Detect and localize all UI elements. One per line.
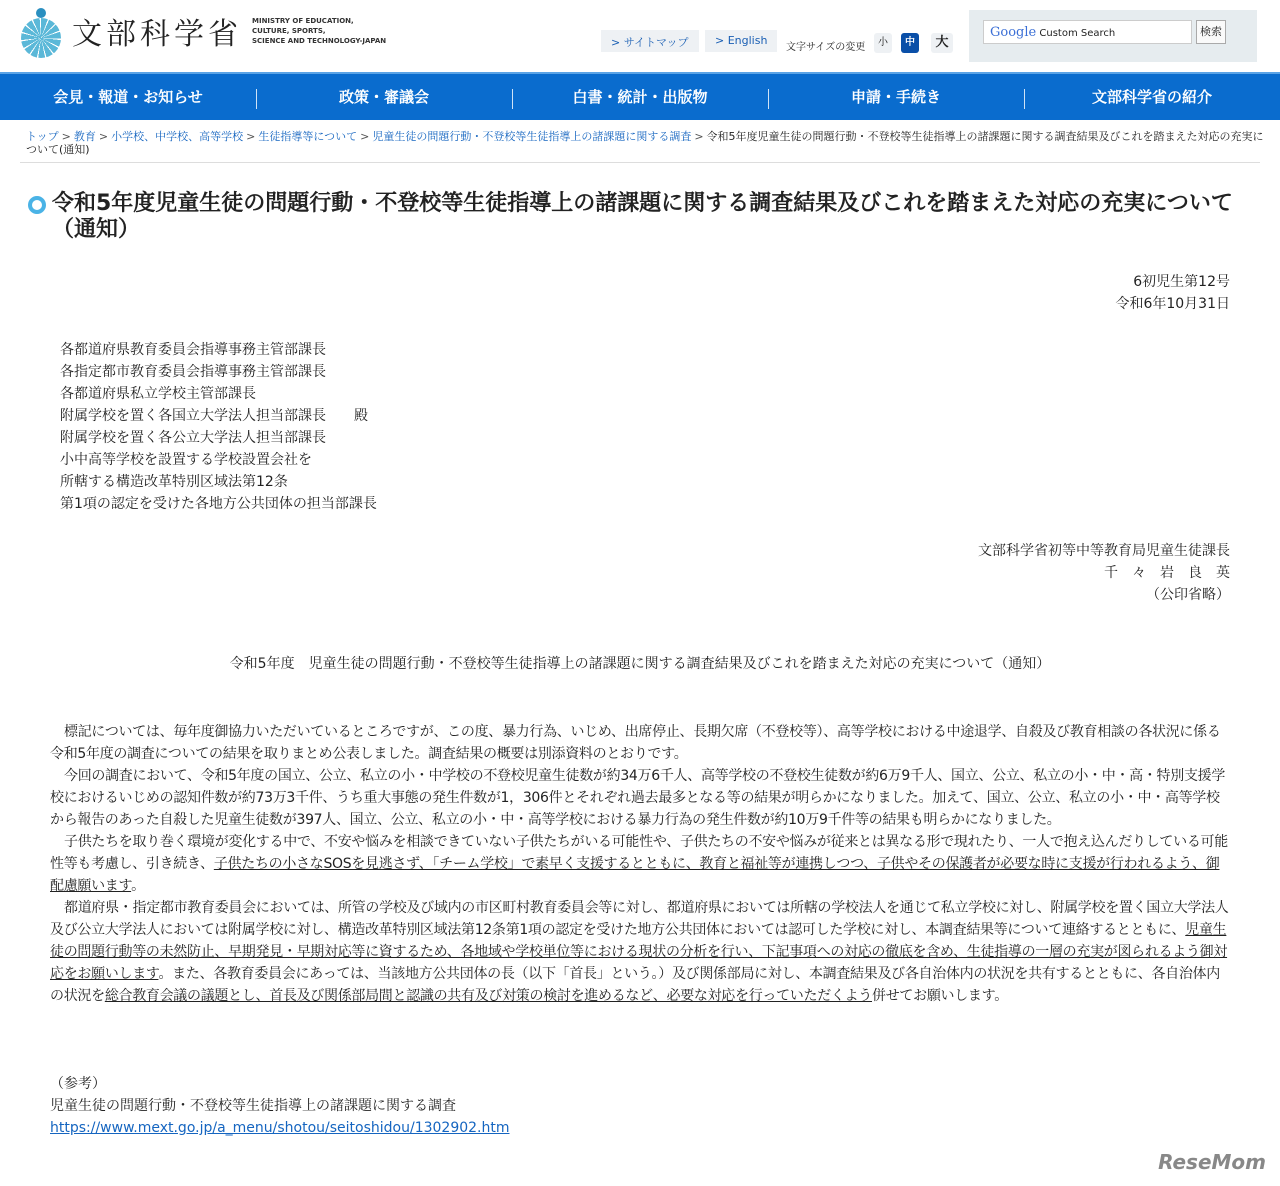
logo-en-line: MINISTRY OF EDUCATION, (252, 17, 354, 25)
site-header (0, 0, 1280, 72)
mext-logo[interactable] (20, 8, 386, 54)
breadcrumb-link[interactable]: トップ (26, 130, 59, 143)
seal-omitted: （公印省略） (1146, 587, 1230, 603)
english-link[interactable]: > English (705, 30, 777, 52)
addressees (60, 339, 377, 515)
breadcrumb-link[interactable]: 児童生徒の問題行動・不登校等生徒指導上の諸課題に関する調査 (372, 130, 692, 143)
sender (978, 540, 1230, 606)
paragraph (50, 831, 1232, 897)
logo-english (252, 16, 386, 46)
logo-en-line: CULTURE, SPORTS, (252, 27, 326, 35)
paragraph: 今回の調査において、令和5年度の国立、公立、私立の小・中学校の不登校児童生徒数が約34万6千人、高等学校の不登校生徒数が約6万9千人、国立、公立、私立の小・中・高・特別支援学校におけるいじめの認知件数が約73万3千件、うち重大事態の発生件数が1，306件とそれぞれ過去最多となる等の結果が明らかになりました。加えて、国立、公立、私立の小・中・高等学校から報告のあった自殺した児童生徒数が397人、国立、公立、私立の小・中・高等学校における暴力行為の発生件数が約10万9千件等の結果も明らかになりました。 (50, 768, 1226, 828)
addressee: 附属学校を置く各公立大学法人担当部課長 (60, 430, 326, 446)
search-input[interactable] (983, 20, 1192, 44)
search-box (969, 10, 1257, 62)
search-button[interactable]: 検索 (1196, 20, 1226, 44)
addressee: 各都道府県教育委員会指導事務主管部課長 (60, 342, 326, 358)
breadcrumb-link[interactable]: 小学校、中学校、高等学校 (111, 130, 244, 143)
text: 都道府県・指定都市教育委員会においては、所管の学校及び域内の市区町村教育委員会等に対し、都道府県においては所轄の学校法人を通じて私立学校に対し、附属学校を置く国立大学法人及び公立大学法人においては附属学校に対し、構造改革特別区域法第12条第1項の認定を受けた地方公共団体においては認可した学校に対し、本調査結果等について連絡するとともに、 (50, 900, 1229, 938)
text: 。また、各教育委員会にあっては、当該地方公共団体の長（以下「首長」という。）及び関係部局に対し、本調査結果及び各自治体内の状況を共有するとともに、各自治体内の状況を (50, 966, 1220, 1004)
doc-date: 令和6年10月31日 (1115, 296, 1230, 312)
reference-title: 児童生徒の問題行動・不登校等生徒指導上の諸課題に関する調査 (50, 1098, 456, 1114)
nav-policy[interactable]: 政策・審議会 (256, 74, 512, 120)
logo-en-line: SCIENCE AND TECHNOLOGY-JAPAN (252, 37, 387, 45)
breadcrumb-current: 令和5年度児童生徒の問題行動・不登校等生徒指導上の諸課題に関する調査結果及びこれを踏まえた対応の充実について(通知) (26, 130, 1264, 156)
nav-publications[interactable]: 白書・統計・出版物 (512, 74, 768, 120)
addressee: 各都道府県私立学校主管部課長 (60, 386, 256, 402)
emphasis: 総合教育会議の議題とし、首長及び関係部局間と認識の共有及び対策の検討を進めるなど、必要な対応を行っていただくよう (104, 988, 873, 1004)
paragraph: 標記については、毎年度御協力いただいているところですが、この度、暴力行為、いじめ、出席停止、長期欠席（不登校等）、高等学校における中途退学、自殺及び教育相談の各状況に係る令和5年度の調査についての結果を取りまとめ公表しました。調査結果の概要は別添資料のとおりです。 (50, 724, 1221, 762)
font-size-large[interactable]: 大 (931, 33, 953, 53)
reference-label: （参考） (50, 1076, 106, 1092)
doc-header (1115, 271, 1230, 315)
breadcrumb-link[interactable]: 教育 (73, 130, 96, 143)
addressee: 小中高等学校を設置する学校設置会社を (60, 452, 312, 468)
emphasis: 児童生徒の問題行動等の未然防止、早期発見・早期対応等に資するため、各地域や学校単位等における現状の分析を行い、下記事項への対応の徹底を含め、生徒指導の一層の充実が図られるよう御対応をお願いします (50, 922, 1228, 982)
watermark-logo: ReseMom (1158, 1150, 1266, 1174)
sender-dept: 文部科学省初等中等教育局児童生徒課長 (978, 543, 1230, 559)
paragraph (50, 897, 1232, 1007)
nav-applications[interactable]: 申請・手続き (768, 74, 1024, 120)
text: 。 (131, 878, 145, 894)
emphasis: 子供たちの小さなSOSを見逃さず、「チーム学校」で素早く支援するとともに、教育と福祉等が連携しつつ、子供やその保護者が必要な時に支援が行われるよう、御配慮願います (50, 856, 1220, 894)
title-bullet-icon (28, 196, 46, 214)
font-size-label: 文字サイズの変更 (786, 42, 866, 53)
doc-number: 6初児生第12号 (1133, 274, 1230, 290)
google-logo: Google (990, 25, 1037, 40)
font-size-small[interactable]: 小 (874, 33, 892, 53)
main-nav (0, 72, 1280, 120)
subject: 令和5年度 児童生徒の問題行動・不登校等生徒指導上の諸課題に関する調査結果及びこれを踏まえた対応の充実について（通知） (229, 656, 1051, 672)
addressee: 各指定都市教育委員会指導事務主管部課長 (60, 364, 326, 380)
sender-name: 千 々 岩 良 英 (1104, 565, 1230, 581)
page-title: 令和5年度児童生徒の問題行動・不登校等生徒指導上の諸課題に関する調査結果及びこれを踏まえた対応の充実について（通知） (52, 191, 1233, 242)
notice-body (50, 721, 1232, 1007)
addressee: 附属学校を置く各国立大学法人担当部課長 殿 (60, 408, 368, 424)
breadcrumb-link[interactable]: 生徒指導等について (258, 130, 358, 143)
nav-about[interactable]: 文部科学省の紹介 (1024, 74, 1280, 120)
nav-press[interactable]: 会見・報道・お知らせ (53, 88, 203, 106)
reference (50, 1073, 510, 1139)
logo-emblem-icon (20, 8, 62, 54)
search-placeholder: Custom Search (1039, 28, 1116, 39)
text: 子供たちを取り巻く環境が変化する中で、不安や悩みを相談できていない子供たちがいる可能性や、子供たちの不安や悩みが従来とは異なる形で現れたり、一人で抱え込んだりしている可能性等も考慮し、引き続き、 (50, 834, 1228, 872)
breadcrumb: トップ > 教育 > 小学校、中学校、高等学校 > 生徒指導等について > 児童生徒の問題行動・不登校等生徒指導上の諸課題に関する調査 > 令和5年度児童生徒の問題行動・不登校等生徒指導上の諸課題に関する調査結果及びこれを踏まえた対応の充実について(通知) (26, 130, 1264, 156)
logo-text: 文部科学省 (72, 17, 242, 52)
addressee: 第1項の認定を受けた各地方公共団体の担当部課長 (60, 496, 377, 512)
sitemap-link[interactable]: > サイトマップ (601, 30, 699, 52)
addressee: 所轄する構造改革特別区域法第12条 (60, 474, 288, 490)
font-size-medium[interactable]: 中 (901, 33, 919, 53)
divider (20, 162, 1260, 163)
reference-link[interactable]: https://www.mext.go.jp/a_menu/shotou/seitoshidou/1302902.htm (50, 1120, 510, 1136)
text: 併せてお願いします。 (872, 988, 1008, 1004)
